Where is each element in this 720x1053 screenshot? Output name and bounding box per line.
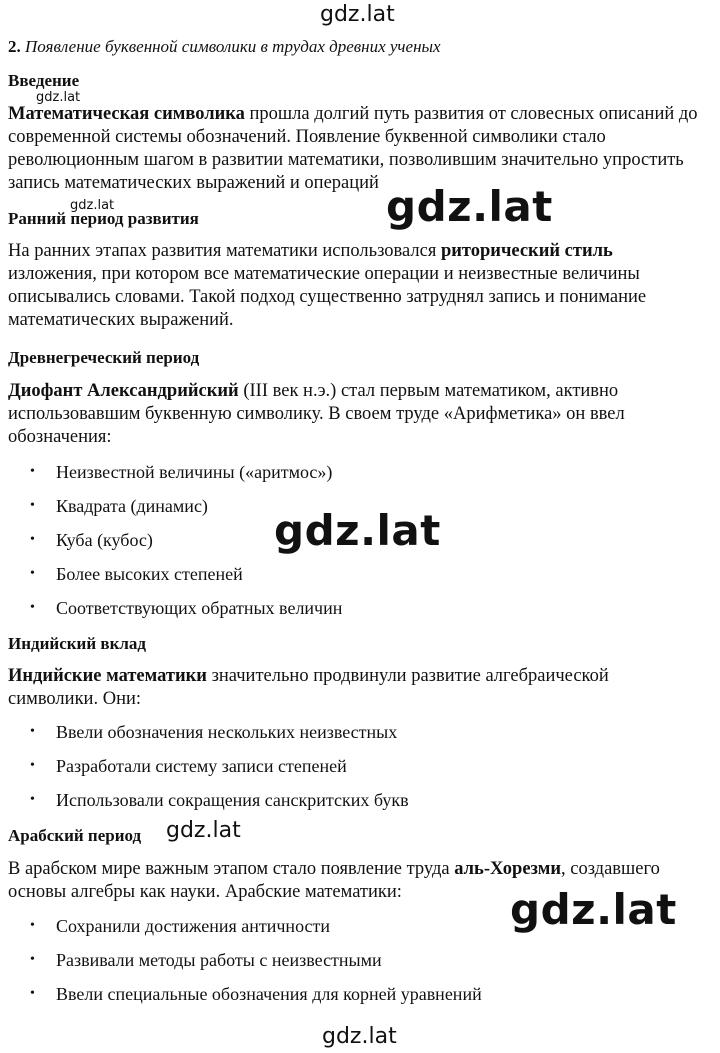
bullet-icon: • xyxy=(30,986,35,1001)
watermark-early: gdz.lat xyxy=(70,198,115,213)
bullet-icon: • xyxy=(30,464,35,479)
heading-early: Ранний период развития xyxy=(8,209,199,228)
task-title xyxy=(8,35,712,58)
task-number: 2. xyxy=(8,37,21,56)
heading-intro: Введение xyxy=(8,71,80,90)
bullet-icon: • xyxy=(30,600,35,615)
bullet-icon: • xyxy=(30,792,35,807)
bullet-icon: • xyxy=(30,758,35,773)
bullet-icon: • xyxy=(30,952,35,967)
watermark-top: gdz.lat xyxy=(320,2,395,27)
list-item: • Более высоких степеней xyxy=(8,557,712,591)
term-diophantus: Диофант Александрийский xyxy=(8,381,239,401)
list-item: • Неизвестной величины («аритмос») xyxy=(8,455,712,489)
term-rhetorical-style: риторический стиль xyxy=(440,241,613,261)
list-item: • Ввели специальные обозначения для корней уравнений xyxy=(8,977,712,1011)
task-title-text: Появление буквенной символики в трудах древних ученых xyxy=(25,37,441,56)
list-indian xyxy=(8,715,712,817)
paragraph-early xyxy=(8,240,658,332)
term-al-khwarizmi: аль-Хорезми xyxy=(454,859,561,879)
watermark-large-1: gdz.lat xyxy=(386,182,553,231)
list-item: • Ввели обозначения нескольких неизвестных xyxy=(8,715,712,749)
paragraph-greek xyxy=(8,380,688,449)
bullet-icon: • xyxy=(30,532,35,547)
paragraph-early-text-2: изложения, при котором все математические операции и неизвестные величины описывались словами. Такой подход существенно затруднял запись и понимание математических выражений. xyxy=(8,264,647,330)
list-item: • Квадрата (динамис) xyxy=(8,489,712,523)
watermark-bottom: gdz.lat xyxy=(322,1024,397,1049)
term-indian-mathematicians: Индийские математики xyxy=(8,666,207,686)
heading-arab: Арабский период xyxy=(8,826,142,845)
paragraph-indian-text: значительно продвинули развитие алгебраической символики. Они: xyxy=(8,666,609,709)
list-item: • Разработали систему записи степеней xyxy=(8,749,712,783)
paragraph-arab xyxy=(8,858,698,904)
bullet-icon: • xyxy=(30,498,35,513)
paragraph-greek-text: (III век н.э.) стал первым математиком, активно использовавшим буквенную символику. В своем труде «Арифметика» он ввел обозначения: xyxy=(8,381,625,447)
bullet-icon: • xyxy=(30,724,35,739)
heading-indian: Индийский вклад xyxy=(8,634,147,653)
list-item: • Сохранили достижения античности xyxy=(8,909,712,943)
paragraph-arab-text-1: В арабском мире важным этапом стало появление труда xyxy=(8,859,455,879)
watermark-large-2: gdz.lat xyxy=(274,506,441,555)
paragraph-early-text-1: На ранних этапах развития математики использовался xyxy=(8,241,441,261)
paragraph-arab-text-2: , создавшего основы алгебры как науки. Арабские математики: xyxy=(8,859,660,902)
bullet-icon: • xyxy=(30,566,35,581)
list-item: • Соответствующих обратных величин xyxy=(8,591,712,625)
list-greek xyxy=(8,455,712,625)
list-item: • Куба (кубос) xyxy=(8,523,712,557)
watermark-arab: gdz.lat xyxy=(166,818,241,843)
list-arab xyxy=(8,909,712,1011)
bullet-icon: • xyxy=(30,918,35,933)
paragraph-intro-text: прошла долгий путь развития от словесных описаний до современной системы обозначений. Появление буквенной символики стало революционным шагом в развитии математики, позволившим значительно упростить запись математических выражений и операций xyxy=(8,104,698,193)
watermark-intro: gdz.lat xyxy=(36,90,81,105)
watermark-large-3: gdz.lat xyxy=(510,885,677,934)
heading-greek: Древнегреческий период xyxy=(8,348,200,367)
list-item: • Использовали сокращения санскритских букв xyxy=(8,783,712,817)
list-item: • Развивали методы работы с неизвестными xyxy=(8,943,712,977)
term-math-symbolism: Математическая символика xyxy=(8,104,245,124)
paragraph-indian xyxy=(8,665,648,711)
paragraph-intro xyxy=(8,103,712,195)
